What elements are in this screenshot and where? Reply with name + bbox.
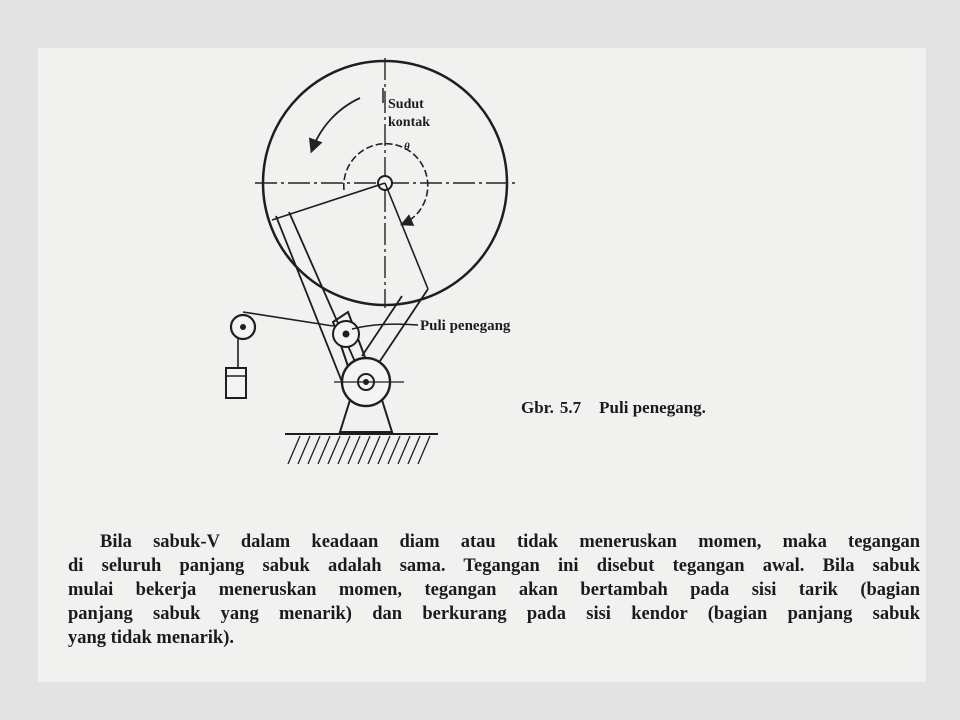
paragraph-line: yang tidak menarik). [68,628,235,648]
guide-pulley [231,315,255,339]
caption-prefix: Gbr. [521,398,554,417]
v-belt [276,212,428,382]
contact-angle-label-2: kontak [388,115,431,130]
idler-leader-line [352,324,418,329]
paragraph-line: mulai bekerja meneruskan momen, tegangan akan bertambah pada sisi tarik (bagian [68,580,920,600]
counterweight [226,368,246,398]
ground-hatch [285,434,438,464]
rotation-arrow [312,98,360,150]
figure-caption [521,398,706,418]
idler-label: Puli penegang [420,318,511,334]
contact-angle-label: Sudut [388,97,424,112]
large-pulley [255,58,518,308]
theta-symbol: θ [404,141,410,153]
small-pulley [334,358,404,406]
paragraph-line: Bila sabuk-V dalam keadaan diam atau tidak meneruskan momen, maka tegangan [100,532,920,552]
caption-title: Puli penegang. [599,398,706,417]
caption-number: 5.7 [559,398,582,417]
body-paragraph [68,530,920,650]
paragraph-line: panjang sabuk yang menarik) dan berkurang pada sisi kendor (bagian panjang sabuk [68,604,920,624]
paragraph-line: di seluruh panjang sabuk adalah sama. Tegangan ini disebut tegangan awal. Bila sabuk [68,556,920,576]
